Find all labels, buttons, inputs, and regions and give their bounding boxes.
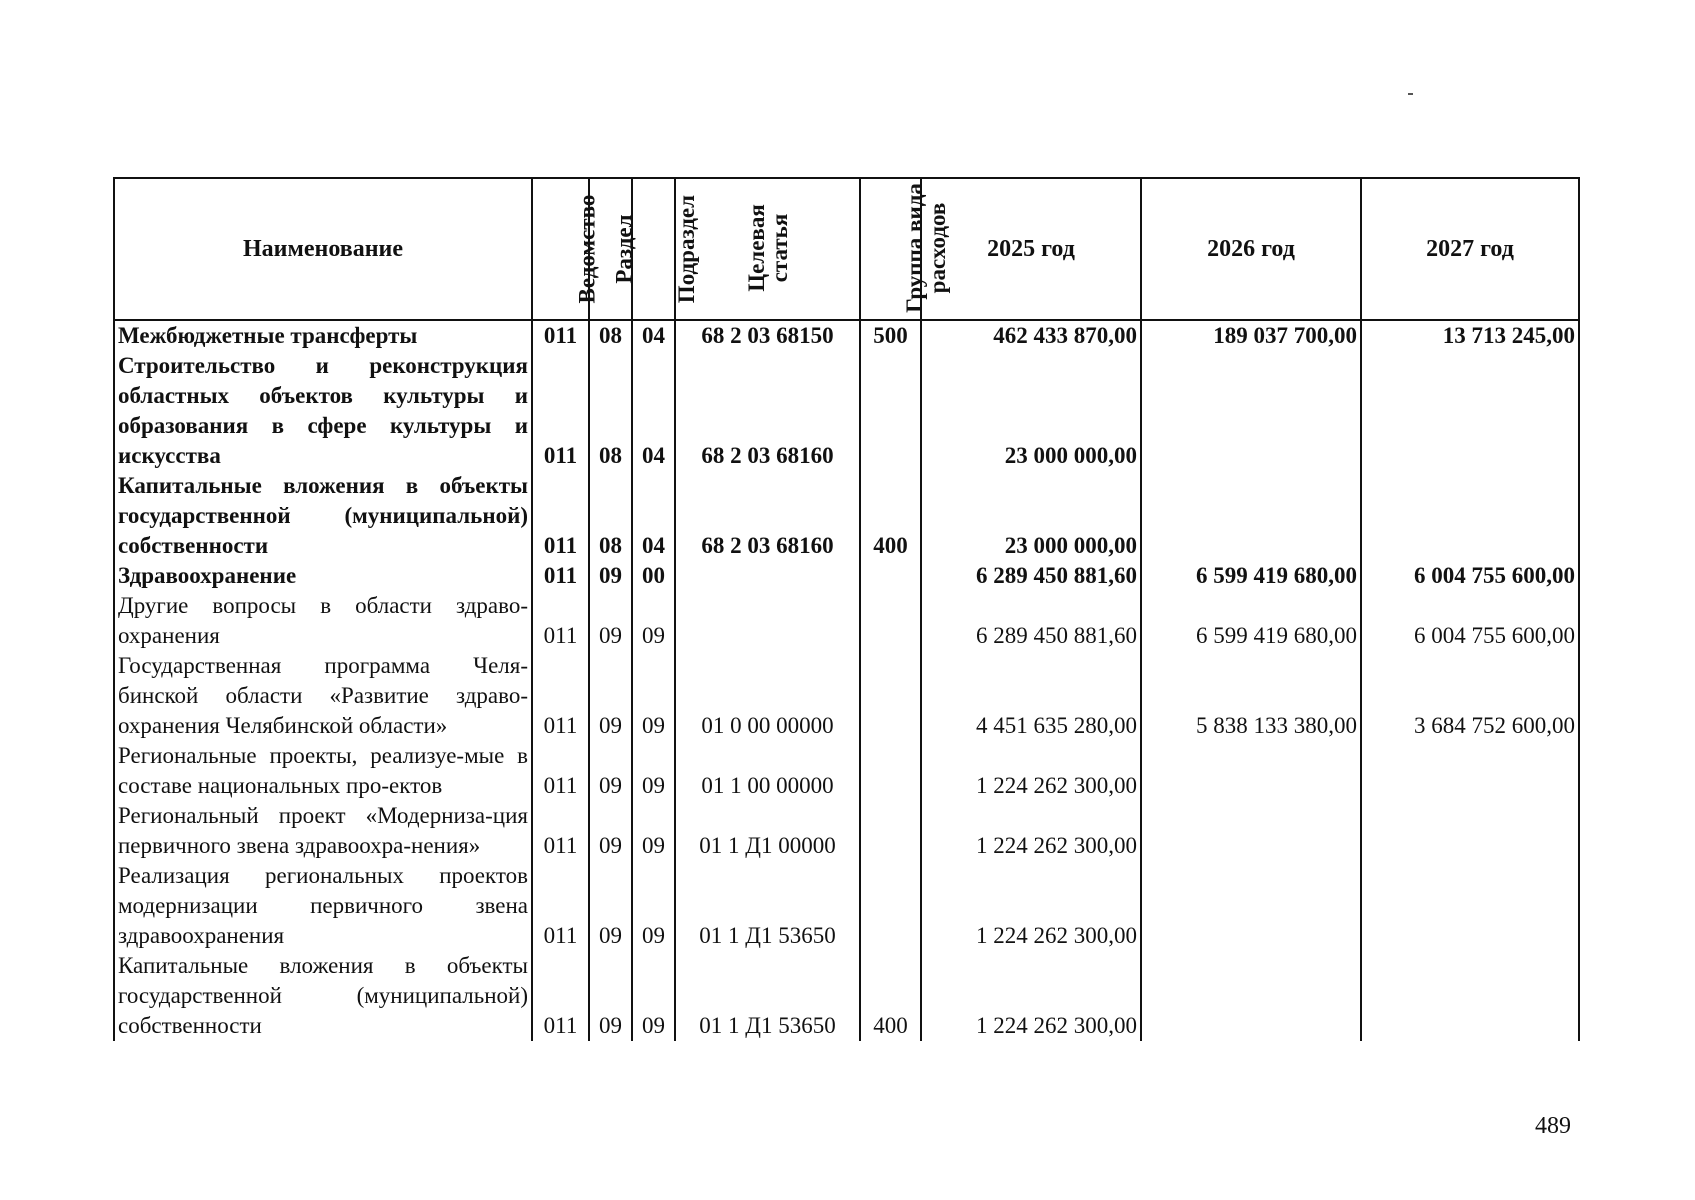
row-celevaya-statya [675,561,860,591]
row-razdel: 09 [589,951,632,1041]
row-vedomstvo: 011 [532,351,589,471]
table-row [114,861,1579,951]
row-podrazdel: 09 [632,741,675,801]
row-2027 [1361,741,1579,801]
table-body [114,320,1579,1041]
row-2026: 6 599 419 680,00 [1141,561,1361,591]
header-celevaya-line1: Целевая [743,203,769,292]
row-2026 [1141,801,1361,861]
row-2025: 6 289 450 881,60 [921,591,1141,651]
row-gruppa [860,351,921,471]
header-name [114,178,532,320]
row-razdel: 08 [589,471,632,561]
scan-speck [1408,93,1413,95]
table-header [114,178,1579,320]
row-name: Строительство и реконструкция областных объектов культуры и образования в сфере культуры и искусства [114,351,532,471]
header-2025 [921,178,1141,320]
row-2025: 23 000 000,00 [921,471,1141,561]
row-2026 [1141,741,1361,801]
row-celevaya-statya: 01 1 00 00000 [675,741,860,801]
row-gruppa [860,801,921,861]
table-row [114,651,1579,741]
row-gruppa: 400 [860,951,921,1041]
row-2026: 6 599 419 680,00 [1141,591,1361,651]
row-podrazdel: 09 [632,861,675,951]
header-podrazdel [632,178,700,320]
table-row [114,471,1579,561]
row-name: Капитальные вложения в объекты государственной (муниципальной) собственности [114,471,532,561]
header-vedomstvo-label: Ведомство [574,194,600,304]
header-gruppa-line1: Группа вида [901,182,927,313]
row-podrazdel: 09 [632,651,675,741]
table-row [114,951,1579,1041]
header-gruppa-vida-rashodov [860,178,950,320]
table-row [114,320,1579,351]
header-gruppa-line2: расходов [924,202,950,293]
row-2027: 13 713 245,00 [1361,320,1579,351]
header-2027 [1361,178,1579,320]
header-2027-label: 2027 год [1426,235,1514,262]
row-2027 [1361,471,1579,561]
row-vedomstvo: 011 [532,651,589,741]
page-number: 489 [1535,1113,1571,1139]
row-celevaya-statya: 01 0 00 00000 [675,651,860,741]
table-row [114,351,1579,471]
row-gruppa [860,741,921,801]
row-name: Капитальные вложения в объекты государственной (муниципальной) собственности [114,951,532,1041]
row-gruppa: 400 [860,471,921,561]
row-2027 [1361,861,1579,951]
row-name: Реализация региональных проектов модернизации первичного звена здравоохранения [114,861,532,951]
row-celevaya-statya: 68 2 03 68150 [675,320,860,351]
row-2025: 6 289 450 881,60 [921,561,1141,591]
row-2026 [1141,861,1361,951]
row-podrazdel: 04 [632,471,675,561]
row-celevaya-statya: 01 1 Д1 00000 [675,801,860,861]
row-2025: 1 224 262 300,00 [921,741,1141,801]
row-razdel: 09 [589,741,632,801]
row-2027 [1361,951,1579,1041]
row-2025: 462 433 870,00 [921,320,1141,351]
row-vedomstvo: 011 [532,951,589,1041]
header-razdel-label: Раздел [611,214,637,284]
row-2025: 4 451 635 280,00 [921,651,1141,741]
row-podrazdel: 09 [632,951,675,1041]
row-gruppa [860,861,921,951]
row-podrazdel: 09 [632,801,675,861]
row-celevaya-statya: 01 1 Д1 53650 [675,861,860,951]
header-2026-label: 2026 год [1207,235,1295,262]
row-celevaya-statya: 68 2 03 68160 [675,351,860,471]
row-podrazdel: 04 [632,320,675,351]
row-gruppa [860,651,921,741]
row-vedomstvo: 011 [532,861,589,951]
header-celevaya-statya-label [744,204,790,292]
header-celevaya-line2: статья [766,213,792,282]
row-2026 [1141,471,1361,561]
row-gruppa: 500 [860,320,921,351]
row-podrazdel: 09 [632,591,675,651]
row-vedomstvo: 011 [532,320,589,351]
table-row [114,741,1579,801]
row-2027: 6 004 755 600,00 [1361,591,1579,651]
row-2025: 23 000 000,00 [921,351,1141,471]
header-vedomstvo [532,178,600,320]
row-vedomstvo: 011 [532,591,589,651]
header-2025-label: 2025 год [987,235,1075,262]
row-2026: 189 037 700,00 [1141,320,1361,351]
row-2025: 1 224 262 300,00 [921,861,1141,951]
row-name: Региональный проект «Модерниза-ция первичного звена здравоохра-нения» [114,801,532,861]
row-celevaya-statya: 68 2 03 68160 [675,471,860,561]
row-gruppa [860,561,921,591]
row-2025: 1 224 262 300,00 [921,801,1141,861]
table-row [114,591,1579,651]
row-2027: 6 004 755 600,00 [1361,561,1579,591]
row-celevaya-statya: 01 1 Д1 53650 [675,951,860,1041]
row-vedomstvo: 011 [532,561,589,591]
table-row [114,561,1579,591]
row-razdel: 09 [589,861,632,951]
row-name: Государственная программа Челя-бинской области «Развитие здраво-охранения Челябинской области» [114,651,532,741]
row-gruppa [860,591,921,651]
row-2025: 1 224 262 300,00 [921,951,1141,1041]
row-2027 [1361,351,1579,471]
row-vedomstvo: 011 [532,801,589,861]
row-celevaya-statya [675,591,860,651]
row-podrazdel: 00 [632,561,675,591]
row-2026 [1141,951,1361,1041]
row-razdel: 09 [589,561,632,591]
budget-table [113,177,1580,1041]
row-podrazdel: 04 [632,351,675,471]
row-vedomstvo: 011 [532,741,589,801]
row-2026 [1141,351,1361,471]
budget-table-sheet [113,177,1578,1041]
header-podrazdel-label: Подраздел [674,194,700,303]
header-name-label: Наименование [243,235,403,262]
row-name: Здравоохранение [114,561,532,591]
row-name: Межбюджетные трансферты [114,320,532,351]
row-2027 [1361,801,1579,861]
header-2026 [1141,178,1361,320]
row-razdel: 09 [589,801,632,861]
row-razdel: 08 [589,320,632,351]
table-row [114,801,1579,861]
row-name: Региональные проекты, реализуе-мые в составе национальных про-ектов [114,741,532,801]
row-razdel: 09 [589,651,632,741]
row-razdel: 09 [589,591,632,651]
header-razdel [589,178,637,320]
row-2026: 5 838 133 380,00 [1141,651,1361,741]
row-vedomstvo: 011 [532,471,589,561]
row-2027: 3 684 752 600,00 [1361,651,1579,741]
row-razdel: 08 [589,351,632,471]
row-name: Другие вопросы в области здраво-охранения [114,591,532,651]
header-celevaya-statya [675,178,860,320]
